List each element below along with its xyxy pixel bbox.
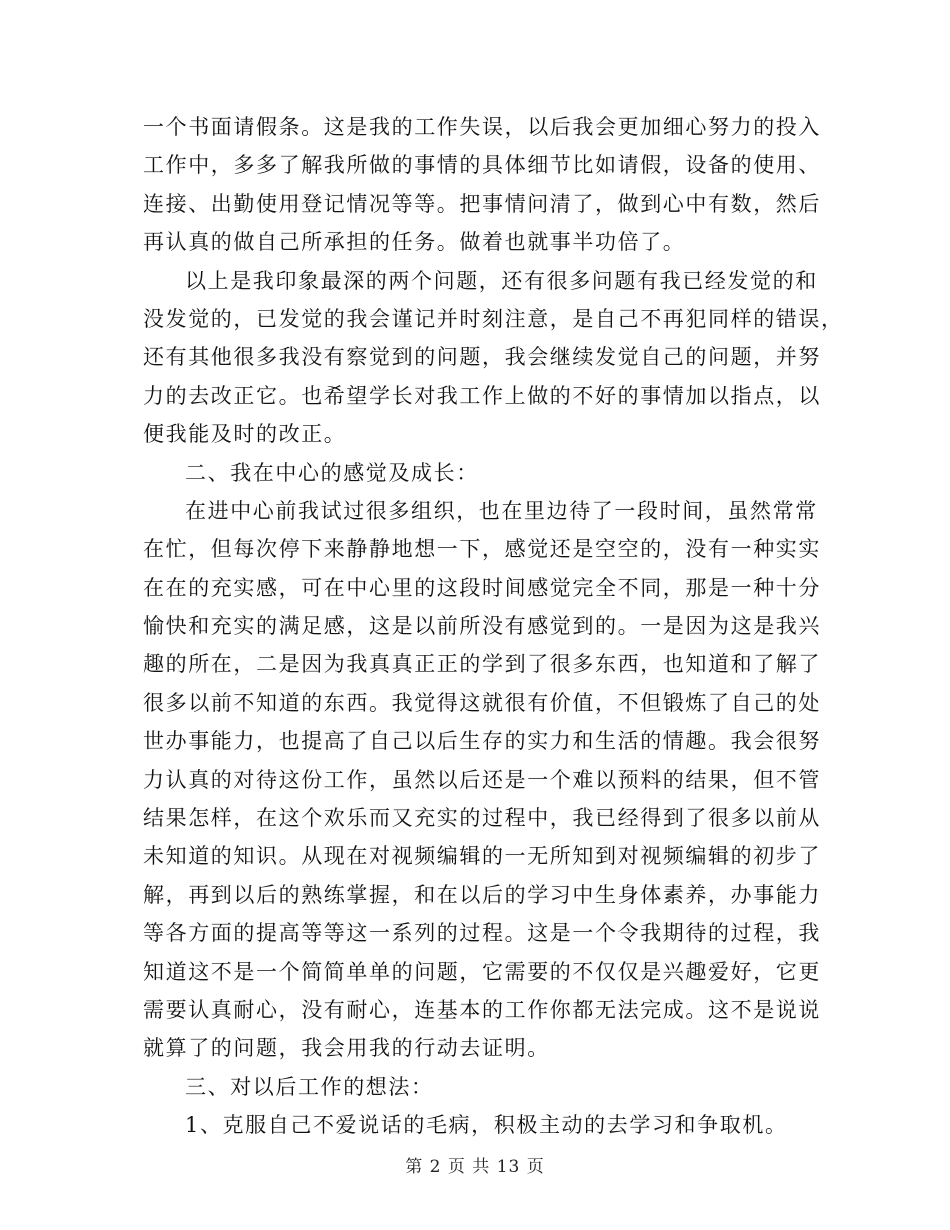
page-number-footer: 第 2 页 共 13 页 [405,1157,545,1177]
text-line-9: 便我能及时的改正。 [143,422,347,447]
document-body [143,108,844,1145]
text-line-11: 在进中心前我试过很多组织，也在里边待了一段时间，虽然常常 [185,498,818,523]
text-line-7: 还有其他很多我没有察觉到的问题，我会继续发觉自己的问题，并努 [143,345,821,370]
section-heading-2: 二、我在中心的感觉及成长： [185,460,479,485]
text-line-22: 等各方面的提高等等这一系列的过程。这是一个令我期待的过程，我 [143,921,821,946]
section-heading-3: 三、对以后工作的想法： [185,1074,434,1099]
text-line-16: 很多以前不知道的东西。我觉得这就很有价值，不但锻炼了自己的处 [143,690,821,715]
text-line-24: 需要认真耐心，没有耐心，连基本的工作你都无法完成。这不是说说 [143,997,821,1022]
text-line-25: 就算了的问题，我会用我的行动去证明。 [143,1036,550,1061]
text-line-17: 世办事能力，也提高了自己以后生存的实力和生活的情趣。我会很努 [143,729,821,754]
text-line-3: 连接、出勤使用登记情况等等。把事情问清了，做到心中有数，然后 [143,191,821,216]
text-line-13: 在在的充实感，可在中心里的这段时间感觉完全不同，那是一种十分 [143,575,821,600]
text-line-18: 力认真的对待这份工作，虽然以后还是一个难以预料的结果，但不管 [143,767,821,792]
text-line-8: 力的去改正它。也希望学长对我工作上做的不好的事情加以指点，以 [143,383,821,408]
text-line-5: 以上是我印象最深的两个问题，还有很多问题有我已经发觉的和 [185,268,818,293]
text-line-1: 一个书面请假条。这是我的工作失误，以后我会更加细心努力的投入 [143,115,821,139]
text-line-20: 未知道的知识。从现在对视频编辑的一无所知到对视频编辑的初步了 [143,844,821,869]
text-line-4: 再认真的做自己所承担的任务。做着也就事半功倍了。 [143,230,686,255]
text-line-2: 工作中，多多了解我所做的事情的具体细节比如请假，设备的使用、 [143,153,821,178]
text-line-21: 解，再到以后的熟练掌握，和在以后的学习中生身体素养，办事能力 [143,882,821,907]
text-line-12: 在忙，但每次停下来静静地想一下，感觉还是空空的，没有一种实实 [143,537,821,562]
text-line-6: 没发觉的，已发觉的我会谨记并时刻注意，是自己不再犯同样的错误， [143,306,844,331]
text-line-19: 结果怎样，在这个欢乐而又充实的过程中，我已经得到了很多以前从 [143,806,821,831]
text-line-23: 知道这不是一个简简单单的问题，它需要的不仅仅是兴趣爱好，它更 [143,959,821,984]
text-line-15: 趣的所在，二是因为我真真正正的学到了很多东西，也知道和了解了 [143,652,821,677]
list-item-1: 1、克服自己不爱说话的毛病，积极主动的去学习和争取机。 [185,1113,788,1138]
text-line-14: 愉快和充实的满足感，这是以前所没有感觉到的。一是因为这是我兴 [143,614,821,639]
